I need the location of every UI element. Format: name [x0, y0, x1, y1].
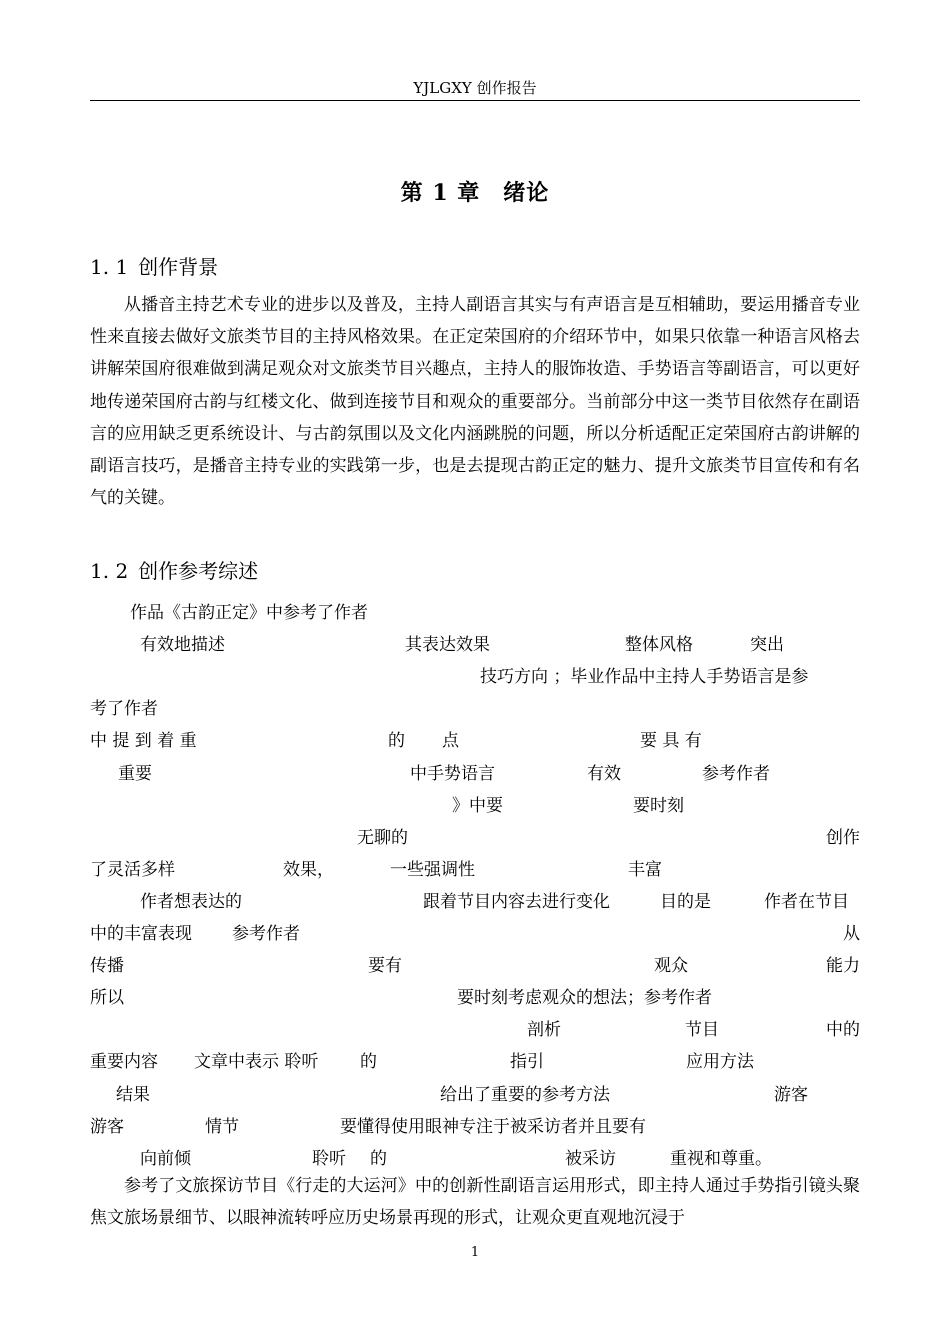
text-fragment: 重要内容 [90, 1052, 158, 1073]
text-fragment: 效果， [283, 859, 334, 880]
text-fragment: 观众 [654, 956, 688, 977]
fragment-line [90, 887, 860, 919]
fragment-line [90, 919, 860, 951]
text-fragment: 要懂得使用眼神专注于被采访者并且要有 [340, 1116, 646, 1137]
section-heading-1 [90, 251, 218, 280]
text-fragment: 整体风格 [625, 635, 693, 656]
text-fragment: 》中要 [452, 795, 503, 816]
fragment-line [90, 759, 860, 791]
text-fragment: 重视和尊重。 [670, 1148, 772, 1169]
text-fragment: 情节 [205, 1116, 239, 1137]
text-fragment: 要 具 有 [640, 731, 702, 752]
fragment-line [90, 983, 860, 1015]
text-fragment: 剖析 [527, 1020, 561, 1041]
section-number: 1. 2 [90, 559, 129, 583]
fragment-line [90, 598, 860, 630]
text-fragment: 了灵活多样 [90, 859, 175, 880]
text-fragment: 从 [843, 924, 860, 944]
fragment-line [90, 1112, 860, 1144]
text-fragment: 的 [388, 731, 405, 752]
section-heading-2 [90, 555, 258, 584]
text-fragment: 传播 [90, 956, 124, 977]
text-fragment: 无聊的 [357, 827, 408, 848]
text-fragment: 突出 [750, 635, 784, 656]
fragment-line [90, 662, 860, 694]
fragment-line [90, 694, 860, 726]
section-number: 1. 1 [90, 255, 129, 279]
fragment-line [90, 1015, 860, 1047]
chapter-title: 第 1 章 绪论 [400, 180, 550, 206]
text-fragment: 作者在节目 [764, 891, 849, 912]
text-fragment: 参考作者 [702, 763, 770, 784]
text-fragment: 点 [442, 731, 459, 752]
text-fragment: 节目 [685, 1020, 719, 1041]
header-rule [90, 100, 860, 101]
page-number: 1 [470, 1245, 480, 1260]
text-fragment: 要有 [368, 956, 402, 977]
text-fragment: 有效 [587, 763, 621, 784]
text-fragment: 其表达效果 [405, 635, 490, 656]
text-fragment: 中的 [826, 1020, 860, 1041]
fragment-line [90, 951, 860, 983]
section-title: 创作背景 [138, 255, 219, 279]
section-1-paragraph: 从播音主持艺术专业的进步以及普及，主持人副语言其实与有声语言是互相辅助，要运用播音专业性来直接去做好文旅类节目的主持风格效果。在正定荣国府的介绍环节中，如果只依靠一种语言风格去讲解荣国府很难做到满足观众对文旅类节目兴趣点，主持人的服饰妆造、手势语言等副语言，可以更好地传递荣国府古韵与红楼文化、做到连接节目和观众的重要部分。当前部分中这一类节目依然存在副语言的应用缺乏更系统设计、与古韵氛围以及文化内涵跳脱的问题，所以分析适配正定荣国府古韵讲解的副语言技巧，是播音主持专业的实践第一步，也是去提现古韵正定的魅力、提升文旅类节目宣传和有名气的关键。 [90, 295, 860, 509]
text-fragment: 目的是 [660, 891, 711, 912]
text-fragment: 重要 [118, 763, 152, 784]
text-fragment: 中 提 到 着 重 [90, 731, 197, 752]
fragment-line [90, 630, 860, 662]
text-fragment: 作品《古韵正定》中参考了作者 [130, 603, 368, 623]
fragment-line [90, 1080, 860, 1112]
text-fragment: 跟着节目内容去进行变化 [423, 891, 610, 912]
text-fragment: 中的丰富表现 [90, 924, 192, 944]
text-fragment: 指引 [510, 1052, 544, 1073]
text-fragment: 文章中表示 聆听 [194, 1052, 319, 1073]
fragment-line [90, 855, 860, 887]
fragment-line [90, 823, 860, 855]
text-fragment: 中手势语言 [410, 763, 495, 784]
text-fragment: 有效地描述 [140, 635, 225, 656]
fragment-line [90, 791, 860, 823]
text-fragment: 的 [360, 1052, 377, 1073]
text-fragment: 游客 [90, 1116, 124, 1137]
running-header: YJLGXY 创作报告 [413, 79, 537, 97]
fragment-line [90, 1047, 860, 1079]
text-fragment: 被采访 [565, 1148, 616, 1169]
text-fragment: 要时刻考虑观众的想法；参考作者 [457, 988, 712, 1009]
text-fragment: 游客 [774, 1084, 808, 1105]
text-fragment: 创作 [826, 827, 860, 848]
text-fragment: 要时刻 [633, 795, 684, 816]
text-fragment: 技巧方向 ；毕业作品中主持人手势语言是参 [480, 667, 809, 688]
fragment-line [90, 726, 860, 758]
section-title: 创作参考综述 [138, 559, 259, 583]
text-fragment: 参考作者 [232, 924, 300, 944]
text-fragment: 一些强调性 [390, 859, 475, 880]
text-fragment: 丰富 [628, 859, 662, 880]
text-fragment: 作者想表达的 [140, 891, 242, 912]
section-2-closing-paragraph: 参考了文旅探访节目《行走的大运河》中的创新性副语言运用形式，即主持人通过手势指引镜头聚焦文旅场景细节、以眼神流转呼应历史场景再现的形式，让观众更直观地沉浸于 [90, 1176, 860, 1229]
text-fragment: 的 [370, 1148, 387, 1169]
text-fragment: 结果 [116, 1084, 150, 1105]
text-fragment: 考了作者 [90, 699, 158, 720]
text-fragment: 聆听 [312, 1148, 346, 1169]
text-fragment: 所以 [90, 988, 124, 1009]
text-fragment: 给出了重要的参考方法 [440, 1084, 610, 1105]
text-fragment: 能力 [826, 956, 860, 977]
text-fragment: 向前倾 [140, 1148, 191, 1169]
text-fragment: 应用方法 [686, 1052, 754, 1073]
